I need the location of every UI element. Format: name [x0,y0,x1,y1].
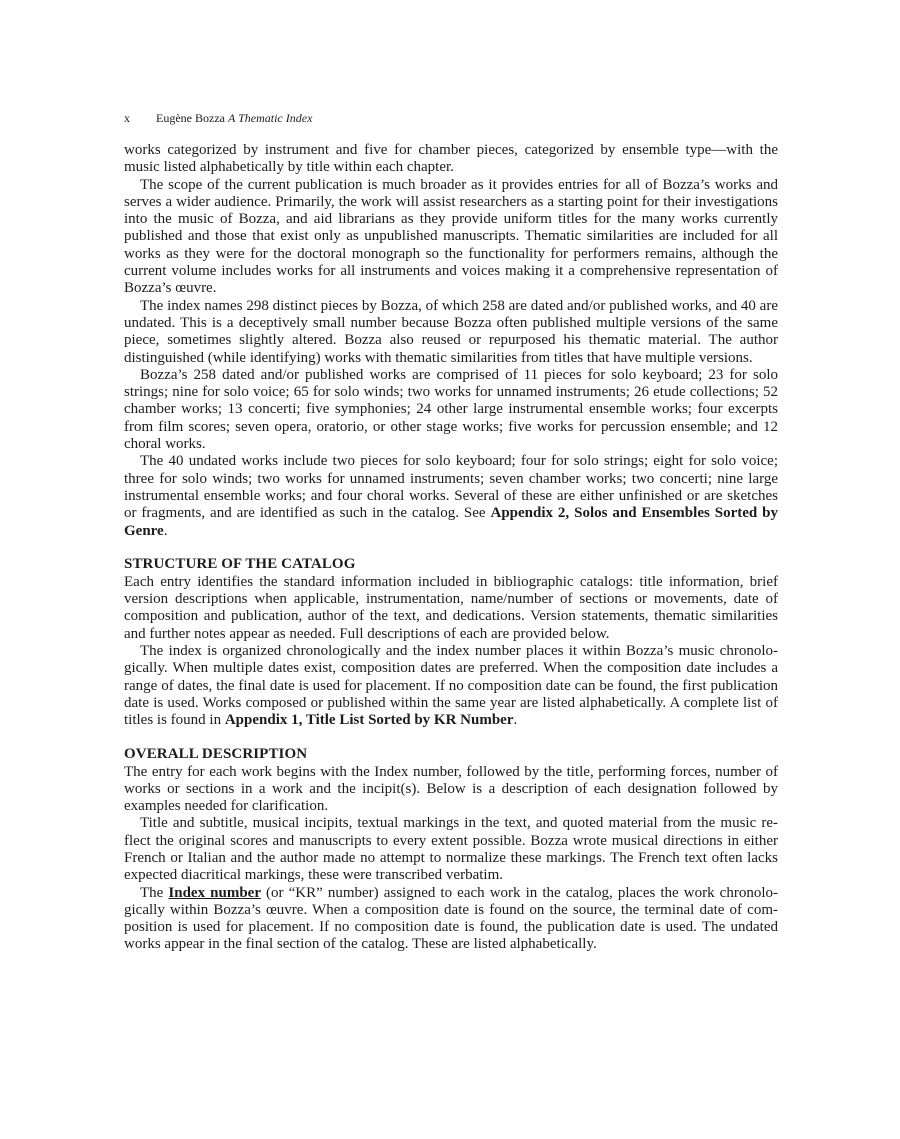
paragraph-index-count: The index names 298 distinct pieces by Bozza, of which 258 are dated and/or published works, and 40 are undated. This is a deceptively small number because Bozza often published multiple versions of the same piece, sometimes slightly altered. Bozza also reused or repurposed his thematic material. The author distinguished (while identifying) works with thematic similarities from titles that have multiple versions. [124,297,778,366]
paragraph-structure-entry: Each entry identifies the standard information included in bibliographic catalogs: title information, brief version descriptions when applicable, instrumentation, name/number of sections or movements, date of composition and publication, author of the text, and dedications. Version statements, thematic similarities and further notes appear as needed. Full descriptions of each are provided below. [124,573,778,642]
running-head [124,111,312,125]
section-heading-structure: STRUCTURE OF THE CATALOG [124,555,356,572]
body-text [124,142,778,954]
index-number-term: Index number [168,884,261,901]
running-head-title: A Thematic Index [227,111,313,125]
section-heading-overall: OVERALL DESCRIPTION [124,745,308,762]
index-number-text-end: (or “KR” number) assigned to each work in the catalog, places the work chronologically within Bozza’s œuvre. When a composition date is found on the source, the terminal date of composition is used for placement. If no composition date is found, the publication date is used. The undated works appear in the final section of the catalog. These are listed alphabetically. [124,884,778,953]
paragraph-scope: The scope of the current publication is much broader as it provides entries for all of Bozza’s works and serves a wider audience. Primarily, the work will assist researchers as a starting point for their investigations into the music of Bozza, and aid librarians as they provide uniform titles for the many works currently published and those that exist only as unpublished manuscripts. Thematic similarities are included for all works as they were for the doctoral monograph so the functionality for performers remains, although the current volume includes works for all instruments and voices making it a comprehensive representation of Bozza’s œuvre. [124,176,778,297]
undated-text-end: . [163,522,168,539]
structure-order-text: The index is organized chronologically and the index number places it within Bozza’s music chronologically. When multiple dates exist, composition dates are preferred. When the composition date includes a range of dates, the final date is used for placement. If no composition date can be found, the first publication date is used. Works composed or published within the same year are listed alphabetically. A complete list of titles is found in [124,643,778,729]
paragraph-continuation: works categorized by instrument and five for chamber pieces, categorized by ensemble type—with the music listed alphabetically by title within each chapter. [124,142,778,176]
running-head-author: Eugène Bozza [156,111,225,125]
undated-text: The 40 undated works include two pieces for solo keyboard; four for solo strings; eight for solo voice; three for solo winds; two works for unnamed instruments; seven chamber works; two concerti; nine large instrumental ensemble works; and four choral works. Several of these are either unfinished or are sketches or fragments, and are identified as such in the catalog. See [124,453,778,522]
paragraph-structure-order [124,643,778,729]
paragraph-overall-entry: The entry for each work begins with the Index number, followed by the title, performing forces, number of works or sections in a work and the incipit(s). Below is a description of each designation followed by examples needed for clarification. [124,763,778,815]
page-number: x [124,111,130,125]
paragraph-overall-markings: Title and subtitle, musical incipits, textual markings in the text, and quoted material from the music reflect the original scores and manuscripts to every extent possible. Bozza wrote musical directions in either French or Italian and the author made no attempt to normalize these markings. The French text often lacks expected diacritical markings, these were transcribed verbatim. [124,815,778,884]
paragraph-dated-works: Bozza’s 258 dated and/or published works are comprised of 11 pieces for solo keyboard; 23 for solo strings; nine for solo voice; 65 for solo winds; two works for unnamed instruments; 26 etude collections; 52 chamber works; 13 concerti; five symphonies; 24 other large instrumental ensemble works; four excerpts from film scores; seven opera, oratorio, or other stage works; five works for percussion ensemble; and 12 choral works. [124,366,778,453]
paragraph-undated-works [124,453,778,539]
appendix-1-reference: Appendix 1, Title List Sorted by KR Number [224,712,514,729]
index-number-text: The [140,884,169,901]
paragraph-index-number [124,885,778,954]
structure-order-text-end: . [513,712,518,729]
appendix-2-reference: Appendix 2, Solos and Ensembles Sorted by Genre [124,505,778,539]
